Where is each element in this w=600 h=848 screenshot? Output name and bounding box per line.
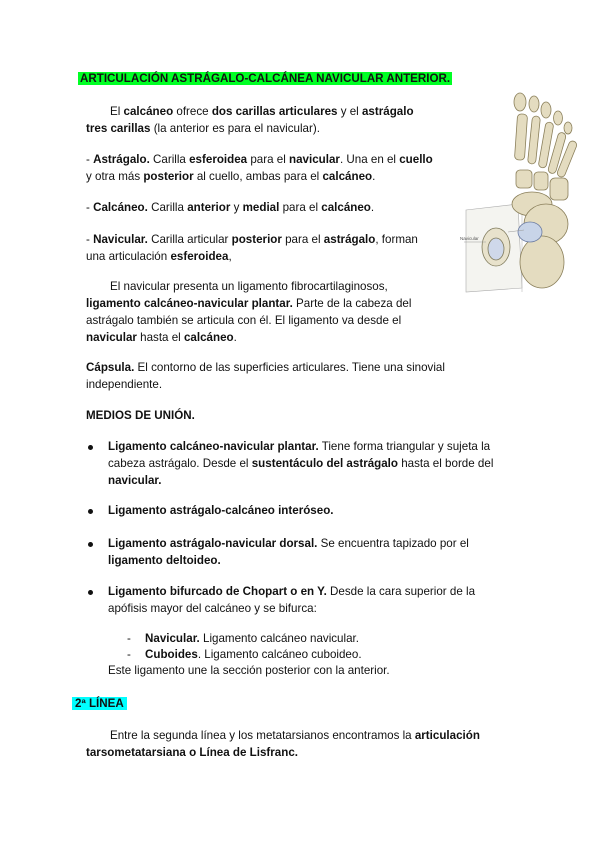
bullet-dot xyxy=(88,445,93,450)
section-heading: 2ª LÍNEA xyxy=(72,695,127,712)
navicular-paragraph: - Navicular. Carilla articular posterior para el astrágalo, forman una articulación esferoidea, xyxy=(86,233,418,263)
astragalo-paragraph: - Astrágalo. Carilla esferoidea para el navicular. Una en el cuello y otra más posterior al cuello, ambas para el calcáneo. xyxy=(86,153,433,183)
bullet-item: Ligamento astrágalo-navicular dorsal. Se encuentra tapizado por el ligamento deltoideo. xyxy=(108,537,469,567)
calcaneo-paragraph: - Calcáneo. Carilla anterior y medial para el calcáneo. xyxy=(86,201,375,214)
intro-paragraph: El calcáneo ofrece dos carillas articulares y el astrágalo tres carillas (la anterior es para el navicular). xyxy=(86,105,414,135)
ligamento-paragraph: El navicular presenta un ligamento fibrocartilaginosos, ligamento calcáneo-navicular plantar. Parte de la cabeza del astrágalo también se articula con él. El ligamento va desde el navicular hasta el calcáneo. xyxy=(86,280,412,344)
bullet-dot xyxy=(88,509,93,514)
sub-dash: - xyxy=(127,632,131,645)
medios-heading: MEDIOS DE UNIÓN. xyxy=(86,409,195,422)
sub-item-navicular: Navicular. Ligamento calcáneo navicular. xyxy=(145,632,359,645)
bullet-dot xyxy=(88,542,93,547)
figure-label: Navicular xyxy=(460,236,479,241)
ligament-note: Este ligamento une la sección posterior con la anterior. xyxy=(108,664,390,677)
final-paragraph: Entre la segunda línea y los metatarsianos encontramos la articulación tarsometatarsiana o Línea de Lisfranc. xyxy=(86,729,480,759)
sub-dash: - xyxy=(127,648,131,661)
bullet-item: Ligamento astrágalo-calcáneo interóseo. xyxy=(108,504,334,517)
sub-item-cuboides: Cuboides. Ligamento calcáneo cuboideo. xyxy=(145,648,362,661)
bullet-dot xyxy=(88,590,93,595)
bullet-item: Ligamento bifurcado de Chopart o en Y. Desde la cara superior de la apófisis mayor del calcáneo y se bifurca: xyxy=(108,585,476,615)
bullet-item: Ligamento calcáneo-navicular plantar. Tiene forma triangular y sujeta la cabeza astrágalo. Desde el sustentáculo del astrágalo hasta el borde del navicular. xyxy=(108,440,494,487)
page-title: ARTICULACIÓN ASTRÁGALO-CALCÁNEA NAVICULAR ANTERIOR. xyxy=(80,72,451,85)
capsula-paragraph: Cápsula. El contorno de las superficies articulares. Tiene una sinovial independiente. xyxy=(86,361,445,391)
foot-skeleton-illustration xyxy=(460,92,590,302)
